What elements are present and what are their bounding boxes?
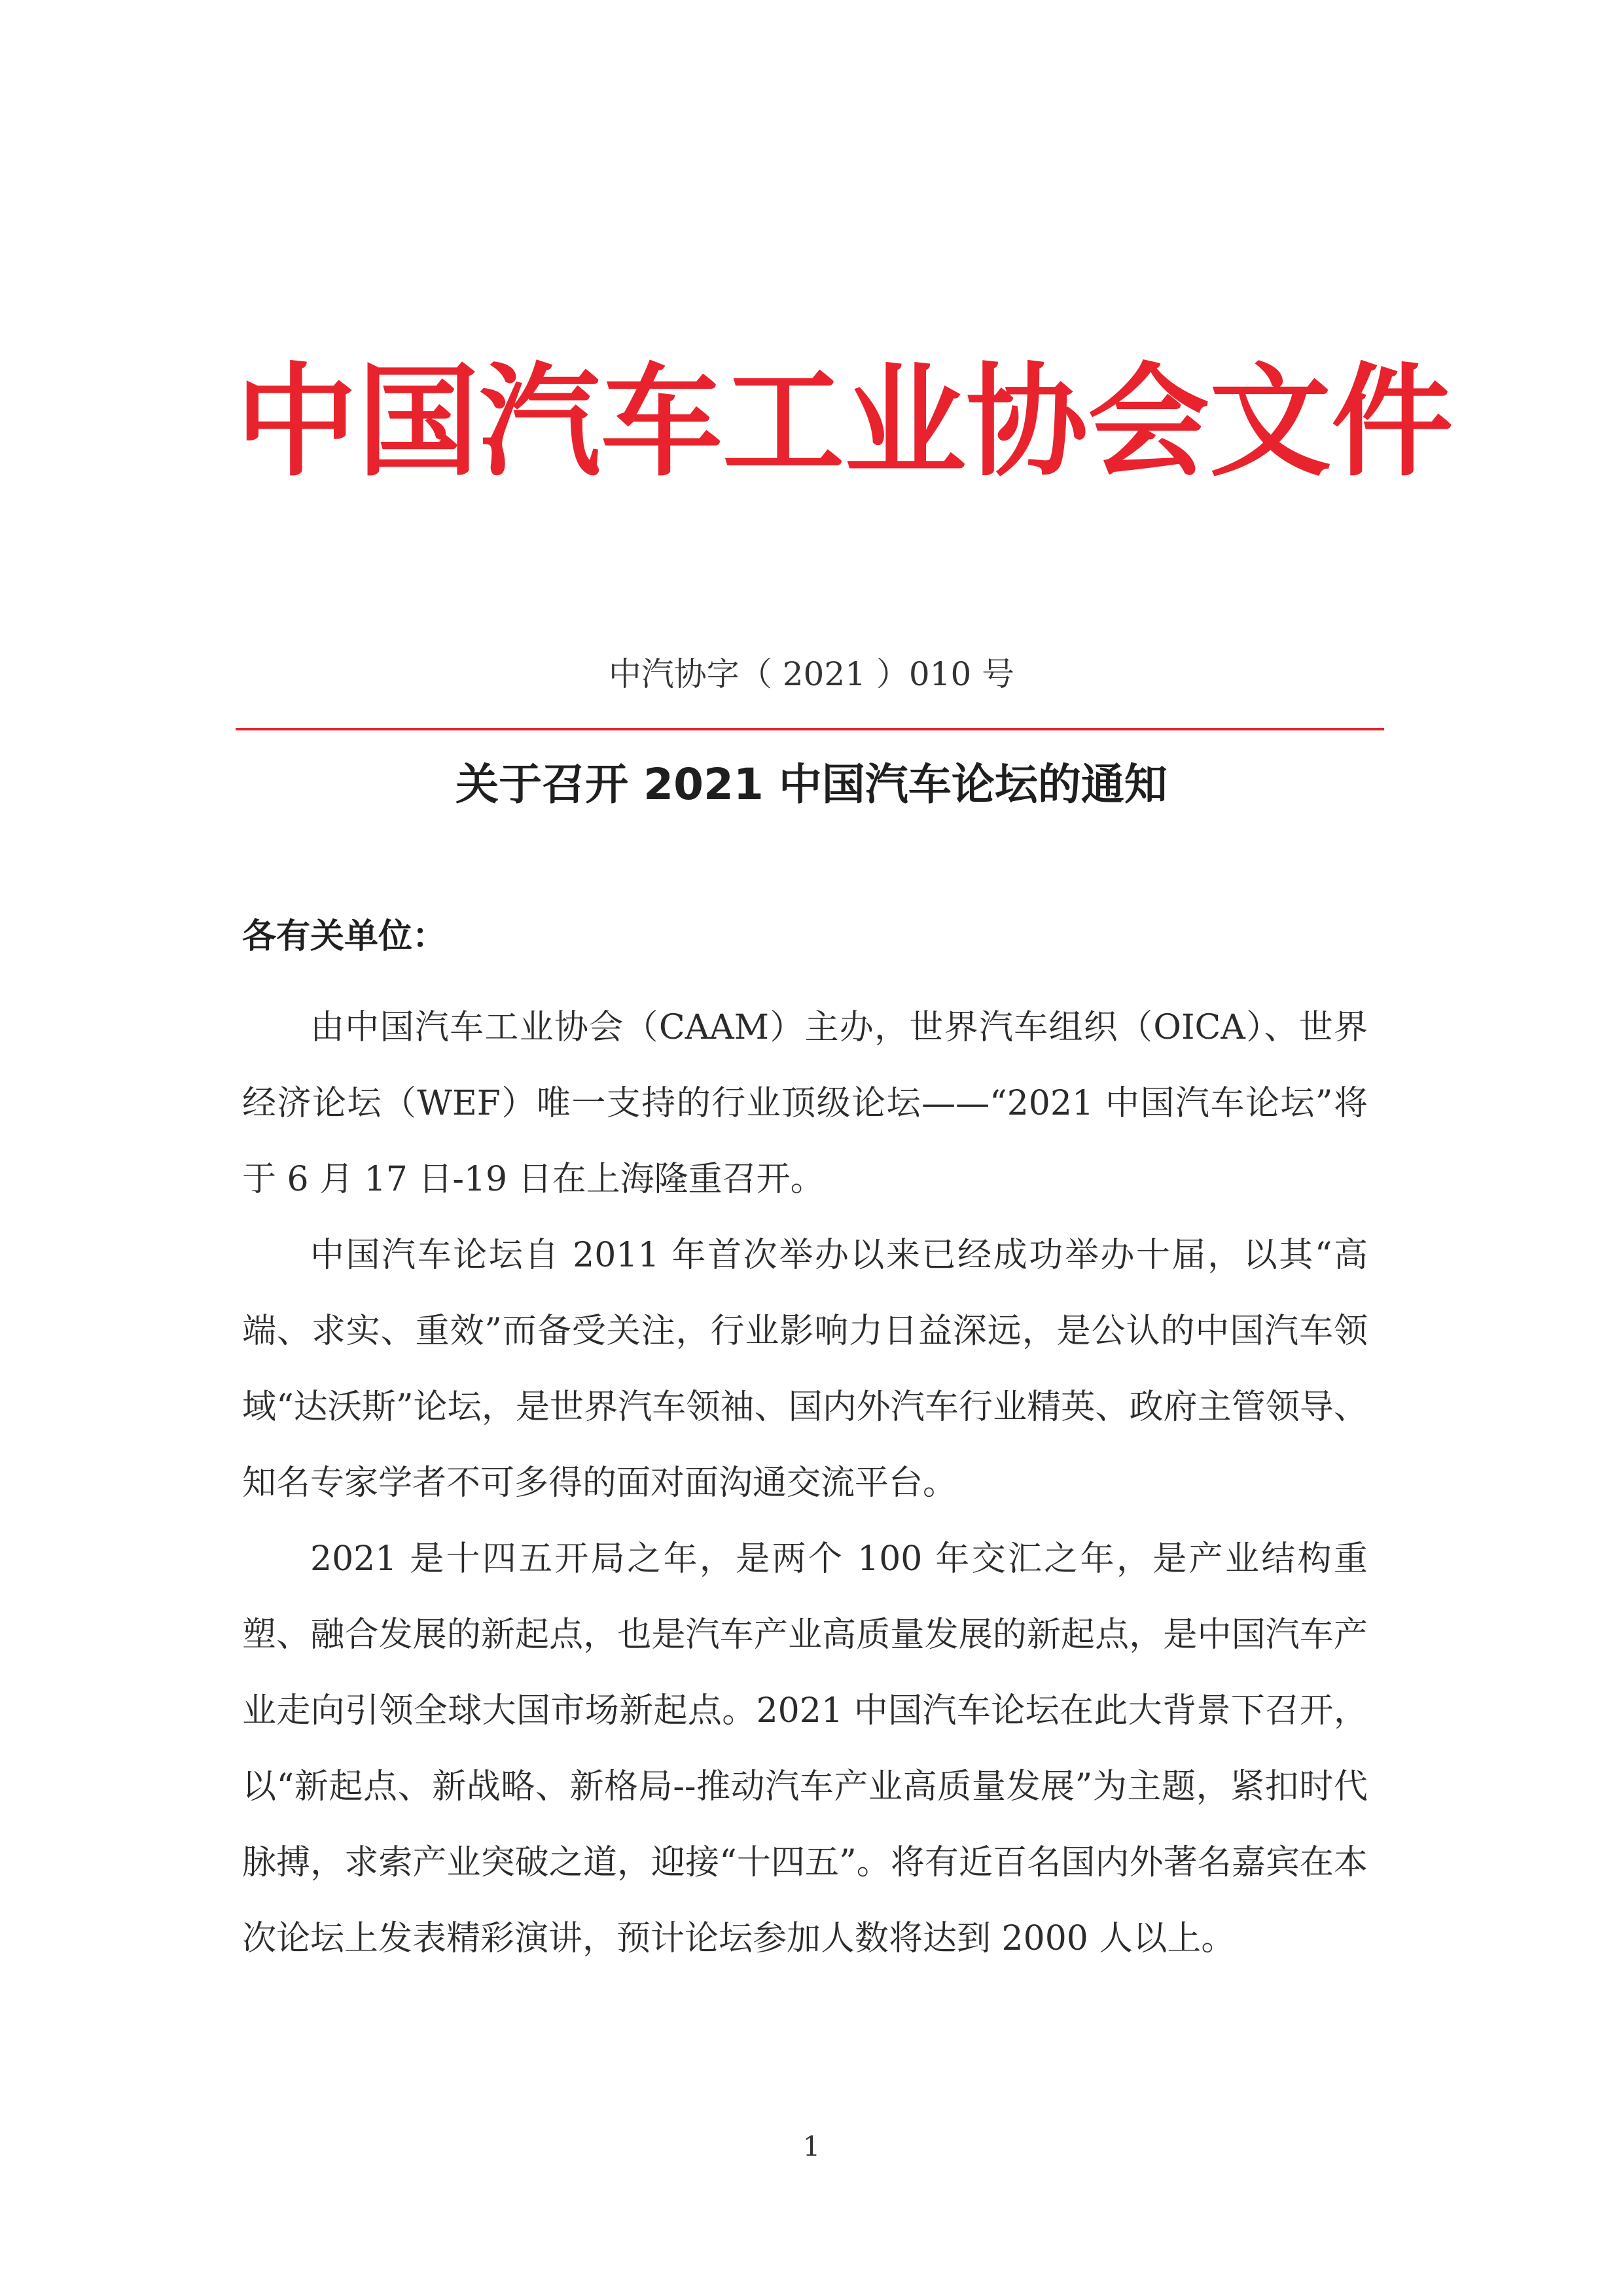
letterhead-char: 会 [1088, 351, 1210, 493]
letterhead-char: 车 [601, 351, 723, 493]
red-divider [236, 728, 1384, 730]
body-paragraph: 由中国汽车工业协会（CAAM）主办，世界汽车组织（OICA）、世界经济论坛（WEF）唯一支持的行业顶级论坛——“2021 中国汽车论坛”将于 6 月 17 日-19 日在上海隆重召开。 [242, 1008, 1368, 1199]
letterhead-char: 国 [357, 351, 480, 493]
salutation: 各有关单位： [242, 916, 447, 956]
letterhead-char: 工 [722, 351, 845, 493]
letterhead-char: 业 [844, 351, 967, 493]
document-number: 中汽协字（ 2021 ）010 号 [608, 655, 1015, 693]
letterhead-char: 汽 [479, 351, 601, 493]
body-paragraph: 2021 是十四五开局之年，是两个 100 年交汇之年，是产业结构重塑、融合发展的新起点，也是汽车产业高质量发展的新起点，是中国汽车产业走向引领全球大国市场新起点。2021 中国汽车论坛在此大背景下召开，以“新起点、新战略、新格局--推动汽车产业高质量发展”为主题，紧扣时代脉搏，求索产业突破之道，迎接“十四五”。将有近百名国内外著名嘉宾在本次论坛上发表精彩演讲，预计论坛参加人数将达到 2000 人以上。 [242, 1539, 1368, 1958]
page-number: 1 [802, 2130, 821, 2162]
notice-body [242, 990, 1368, 1977]
letterhead-char: 文 [1209, 351, 1332, 493]
letterhead-char: 协 [966, 351, 1088, 493]
letterhead-title [236, 340, 1454, 504]
notice-title: 关于召开 2021 中国汽车论坛的通知 [455, 759, 1168, 810]
letterhead-char: 中 [236, 351, 358, 493]
letterhead-char: 件 [1331, 351, 1454, 493]
body-paragraph: 中国汽车论坛自 2011 年首次举办以来已经成功举办十届，以其“高端、求实、重效”而备受关注，行业影响力日益深远，是公认的中国汽车领域“达沃斯”论坛，是世界汽车领袖、国内外汽车行业精英、政府主管领导、知名专家学者不可多得的面对面沟通交流平台。 [242, 1236, 1368, 1503]
